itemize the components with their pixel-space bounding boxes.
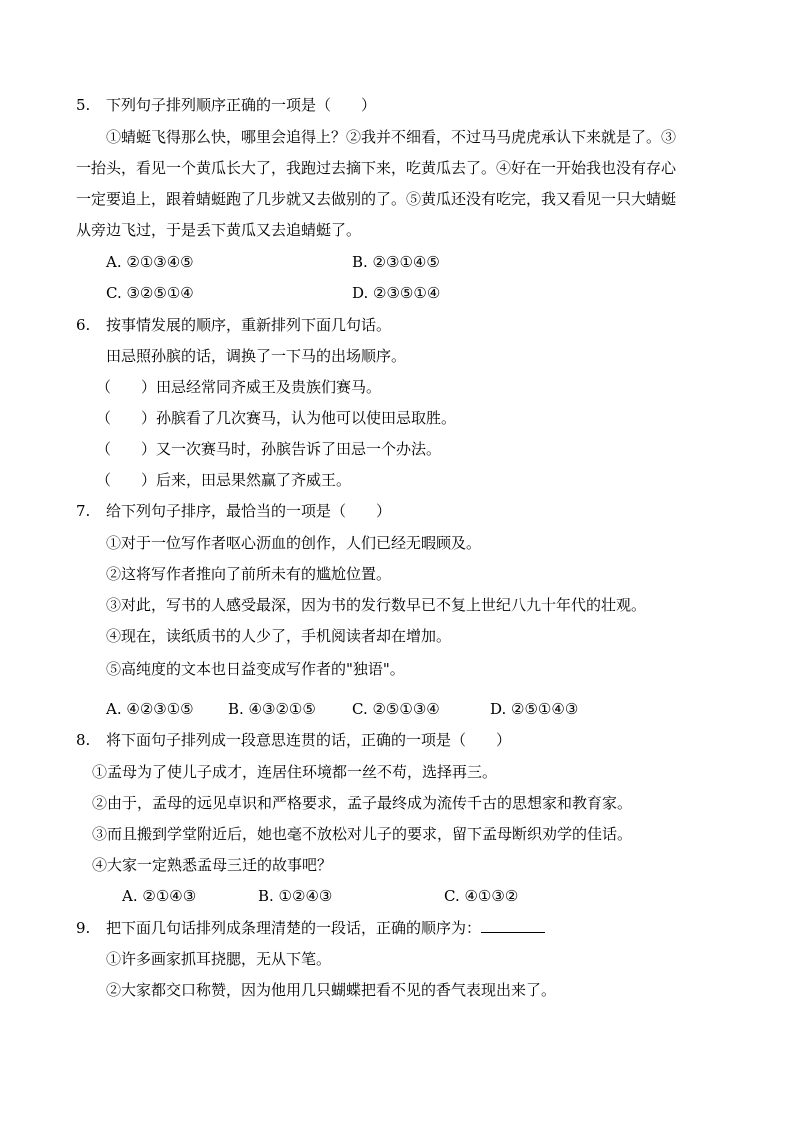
answer-blank[interactable] [481, 918, 545, 933]
q9-item: ②大家都交口称赞，因为他用几只蝴蝶把看不见的香气表现出来了。 [106, 981, 557, 999]
question-text: 按事情发展的顺序，重新排列下面几句话。 [106, 316, 392, 334]
question-text: 把下面几句话排列成条理清楚的一段话，正确的顺序为： [106, 919, 482, 937]
q8-option-c[interactable]: C. ④①③② [444, 887, 519, 905]
q7-item: ①对于一位写作者呕心沥血的创作，人们已经无暇顾及。 [106, 534, 482, 552]
q5-option-b[interactable]: B. ②③①④⑤ [352, 253, 440, 271]
q5-passage-line: 从旁边飞过，于是丢下黄瓜又去追蜻蜓了。 [76, 221, 362, 239]
q8-item: ④大家一定熟悉孟母三迁的故事吧？ [92, 856, 333, 874]
q7-option-b[interactable]: B. ④③②①⑤ [228, 700, 316, 718]
question-6-stem [76, 315, 391, 335]
q6-item[interactable]: （ ）孙膑看了几次赛马，认为他可以使田忌取胜。 [96, 409, 457, 427]
q7-option-d[interactable]: D. ②⑤①④③ [490, 700, 579, 718]
q5-passage-line: ①蜻蜓飞得那么快，哪里会追得上？②我并不细看，不过马马虎虎承认下来就是了。③ [106, 128, 677, 146]
q7-item: ⑤高纯度的文本也日益变成写作者的"独语"。 [106, 660, 405, 678]
q5-option-a[interactable]: A. ②①③④⑤ [106, 253, 194, 271]
q6-lead-sentence: 田忌照孙膑的话，调换了一下马的出场顺序。 [106, 347, 407, 365]
q7-option-c[interactable]: C. ②⑤①③④ [352, 700, 440, 718]
question-number: 7. [76, 502, 91, 520]
q7-item: ②这将写作者推向了前所未有的尴尬位置。 [106, 565, 392, 583]
q5-passage-line: 一定要追上，跟着蜻蜓跑了几步就又去做别的了。⑤黄瓜还没有吃完，我又看见一只大蜻蜓 [76, 190, 677, 208]
q8-item: ②由于，孟母的远见卓识和严格要求，孟子最终成为流传千古的思想家和教育家。 [92, 794, 633, 812]
question-number: 8. [76, 731, 91, 749]
q7-item: ④现在，读纸质书的人少了，手机阅读者却在增加。 [106, 627, 452, 645]
q5-passage-line: 一抬头，看见一个黄瓜长大了，我跑过去摘下来，吃黄瓜去了。④好在一开始我也没有存心 [76, 159, 677, 177]
q7-item: ③对此，写书的人感受最深，因为书的发行数早已不复上世纪八九十年代的壮观。 [106, 596, 647, 614]
q6-item[interactable]: （ ）后来，田忌果然赢了齐威王。 [96, 471, 352, 489]
question-text: 下列句子排列顺序正确的一项是（ ） [106, 96, 377, 114]
q5-option-d[interactable]: D. ②③⑤①④ [352, 284, 441, 302]
q8-item: ③而且搬到学堂附近后，她也毫不放松对儿子的要求，留下孟母断织劝学的佳话。 [92, 825, 633, 843]
question-text: 将下面句子排列成一段意思连贯的话，正确的一项是（ ） [106, 731, 512, 749]
q8-option-b[interactable]: B. ①②④③ [258, 887, 333, 905]
question-number: 6. [76, 316, 91, 334]
question-number: 5. [76, 96, 91, 114]
q6-item[interactable]: （ ）田忌经常同齐威王及贵族们赛马。 [96, 378, 382, 396]
question-8-stem [76, 730, 511, 750]
question-text: 给下列句子排序，最恰当的一项是（ ） [106, 502, 392, 520]
question-number: 9. [76, 919, 91, 937]
q8-item: ①孟母为了使儿子成才，连居住环境都一丝不苟，选择再三。 [92, 763, 498, 781]
q9-item: ①许多画家抓耳挠腮，无从下笔。 [106, 950, 332, 968]
q7-option-a[interactable]: A. ④②③①⑤ [106, 700, 194, 718]
question-5-stem [76, 95, 376, 115]
q5-option-c[interactable]: C. ③②⑤①④ [106, 284, 194, 302]
question-9-stem [76, 918, 545, 938]
q8-option-a[interactable]: A. ②①④③ [122, 887, 197, 905]
question-7-stem [76, 501, 391, 521]
q6-item[interactable]: （ ）又一次赛马时，孙膑告诉了田忌一个办法。 [96, 440, 442, 458]
